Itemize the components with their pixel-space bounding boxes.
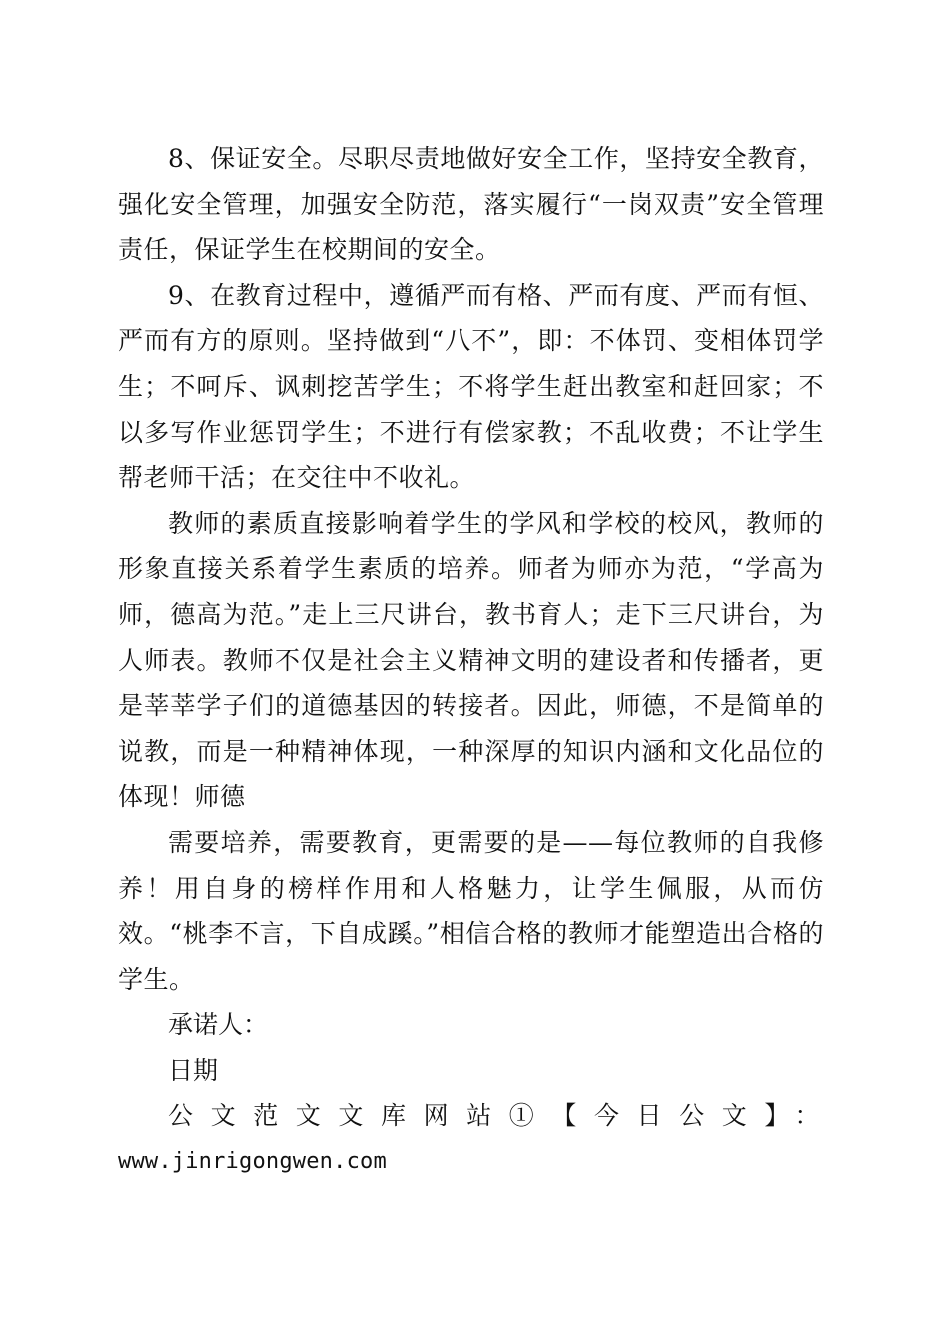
paragraph-eight-nos: 9、在教育过程中，遵循严而有格、严而有度、严而有恒、严而有方的原则。坚持做到“八不”，即：不体罚、变相体罚学生；不呵斥、讽刺挖苦学生；不将学生赶出教室和赶回家；不以多写作业惩罚学生；不进行有偿家教；不乱收费；不让学生帮老师干活；在交往中不收礼。 — [118, 280, 824, 493]
date-label: 日期 — [168, 1055, 219, 1085]
paragraph-self-cultivation: 需要培养，需要教育，更需要的是——每位教师的自我修养！用自身的榜样作用和人格魅力，让学生佩服，从而仿效。“桃李不言，下自成蹊。”相信合格的教师才能塑造出合格的学生。 — [118, 827, 824, 994]
footer-site-line — [118, 1093, 824, 1139]
signer-label: 承诺人： — [168, 1010, 269, 1040]
footer-site-text: 公文范文文库网站①【今日公文】： — [168, 1101, 820, 1131]
paragraph-teacher-quality: 教师的素质直接影响着学生的学风和学校的校风，教师的形象直接关系着学生素质的培养。师者为师亦为范，“学高为师，德高为范。”走上三尺讲台，教书育人；走下三尺讲台，为人师表。教师不仅是社会主义精神文明的建设者和传播者，更是莘莘学子们的道德基因的转接者。因此，师德，不是简单的说教，而是一种精神体现，一种深厚的知识内涵和文化品位的体现！师德 — [118, 508, 824, 812]
document-body — [118, 136, 824, 1185]
footer-url: www.jinrigongwen.com — [118, 1149, 387, 1175]
paragraph-safety: 8、保证安全。尽职尽责地做好安全工作，坚持安全教育，强化安全管理，加强安全防范，落实履行“一岗双责”安全管理责任，保证学生在校期间的安全。 — [118, 144, 824, 265]
